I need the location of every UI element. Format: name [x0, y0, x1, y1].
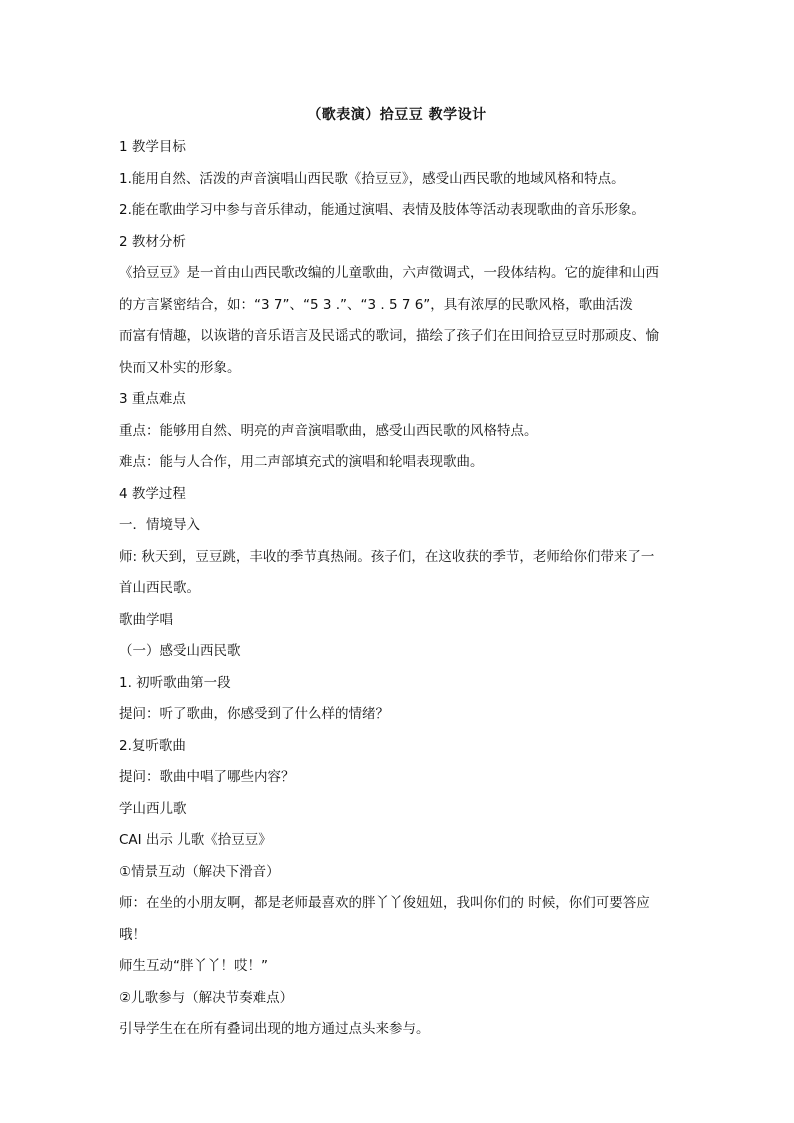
step-second-listen: 2.复听歌曲 — [119, 737, 186, 754]
section-learn-rhyme: 学山西儿歌 — [119, 800, 187, 817]
heading-material-analysis: 2 教材分析 — [119, 233, 186, 250]
teacher-dialog-line-2: 哦！ — [119, 926, 146, 943]
analysis-line-4: 快而又朴实的形象。 — [119, 359, 241, 376]
section-scene-intro: 一．情境导入 — [119, 517, 200, 533]
analysis-line-1: 《拾豆豆》是一首由山西民歌改编的儿童歌曲，六声徵调式，一段体结构。它的旋律和山西 — [119, 265, 659, 281]
document-body — [119, 132, 679, 1046]
analysis-line-3: 而富有情趣，以诙谐的音乐语言及民谣式的歌词，描绘了孩子们在田间拾豆豆时那顽皮、愉 — [119, 328, 659, 344]
step-first-listen: 1. 初听歌曲第一段 — [119, 674, 231, 691]
guidance-text: 引导学生在在所有叠词出现的地方通过点头来参与。 — [119, 1021, 430, 1037]
cai-display: CAI 出示 儿歌《拾豆豆》 — [119, 832, 272, 848]
teacher-intro-line-1: 师: 秋天到，豆豆跳，丰收的季节真热闹。孩子们，在这收获的季节，老师给你们带来了一 — [119, 548, 655, 565]
heading-teaching-process: 4 教学过程 — [119, 485, 186, 502]
goal-item-1: 1.能用自然、活泼的声音演唱山西民歌《拾豆豆》，感受山西民歌的地域风格和特点。 — [119, 170, 625, 187]
interaction-text: 师生互动“胖丫丫！哎！” — [119, 958, 268, 974]
goal-item-2: 2.能在歌曲学习中参与音乐律动，能通过演唱、表情及肢体等活动表现歌曲的音乐形象。 — [119, 202, 645, 218]
analysis-line-2: 的方言紧密结合，如：“3 7”、“5 3 .”、“3 . 5 7 6”，具有浓厚的民歌风格，歌曲活泼 — [119, 296, 633, 313]
section-song-learning: 歌曲学唱 — [119, 611, 173, 628]
activity-rhyme-participation: ②儿歌参与（解决节奏难点） — [119, 989, 294, 1006]
question-2: 提问：歌曲中唱了哪些内容？ — [119, 769, 295, 785]
teacher-dialog-line-1: 师：在坐的小朋友啊，都是老师最喜欢的胖丫丫俊妞妞，我叫你们的 时候，你们可要答应 — [119, 895, 650, 911]
difficulty-text: 难点：能与人合作，用二声部填充式的演唱和轮唱表现歌曲。 — [119, 454, 484, 470]
activity-scene-interaction: ①情景互动（解决下滑音） — [119, 863, 280, 880]
heading-teaching-goals: 1 教学目标 — [119, 139, 186, 155]
document-title: （歌表演）拾豆豆 教学设计 — [307, 107, 487, 123]
key-point-text: 重点：能够用自然、明亮的声音演唱歌曲，感受山西民歌的风格特点。 — [119, 422, 538, 439]
heading-key-points: 3 重点难点 — [119, 391, 186, 407]
teacher-intro-line-2: 首山西民歌。 — [119, 580, 200, 596]
subsection-feel-folk-song: （一）感受山西民歌 — [119, 643, 241, 659]
question-1: 提问：听了歌曲，你感受到了什么样的情绪？ — [119, 706, 389, 722]
